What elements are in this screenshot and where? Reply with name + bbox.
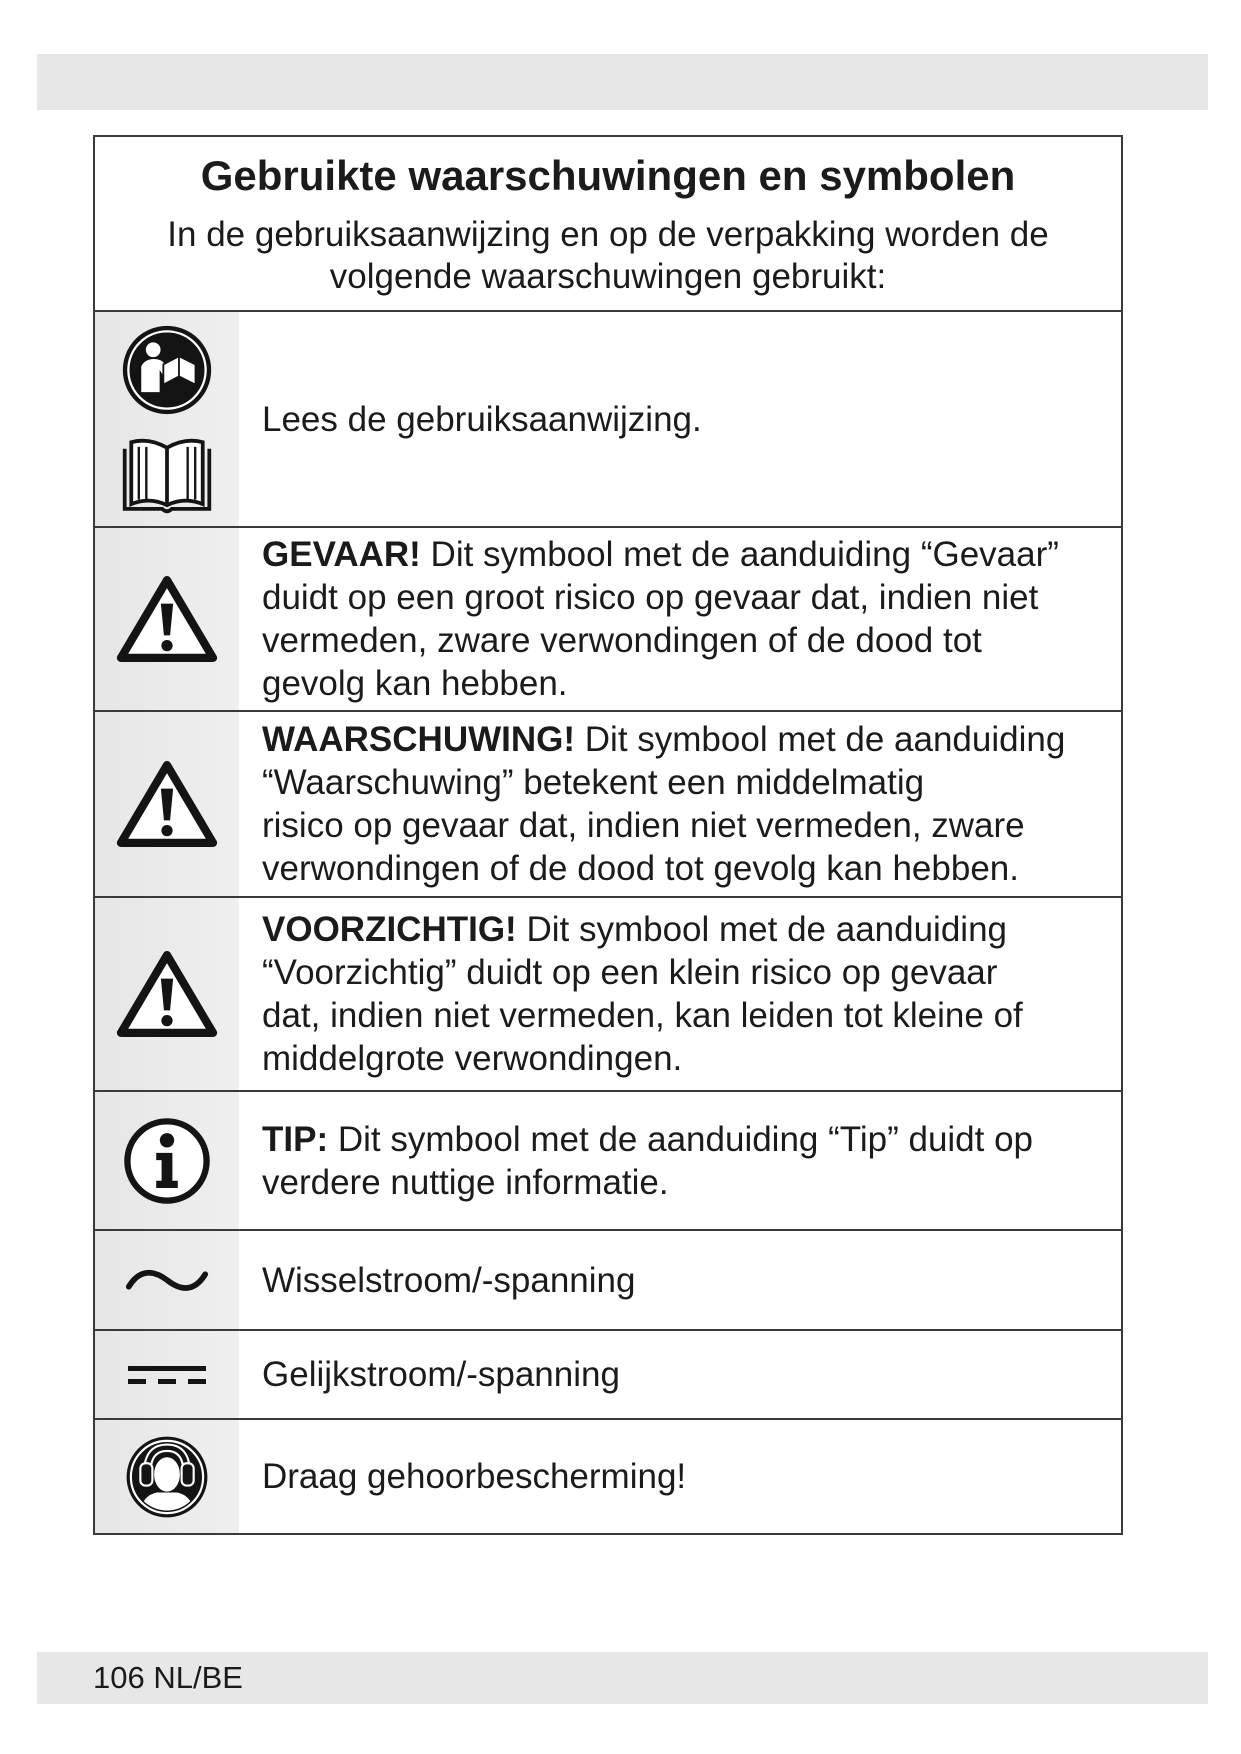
table-row-alternating-current: [95, 1231, 1121, 1331]
icon-cell: [95, 1092, 239, 1229]
warning-line: [262, 718, 1121, 761]
alternating-current-icon: [124, 1265, 210, 1295]
table-row-tip: [95, 1092, 1121, 1231]
text-cell: [239, 1231, 1121, 1329]
text-cell: [239, 1420, 1121, 1533]
tip-text: Dit symbool met de aanduiding “Tip” duidt op: [337, 1119, 1034, 1159]
icon-cell: [95, 528, 239, 710]
caution-line: middelgrote verwondingen.: [262, 1039, 683, 1078]
icon-cell: [95, 1331, 239, 1418]
alternating-current-text: Wisselstroom/-spanning: [262, 1260, 636, 1300]
warning-line: verwondingen of de dood tot gevolg kan hebben.: [262, 849, 1019, 888]
text-cell: [239, 1092, 1121, 1229]
icon-cell: [95, 1231, 239, 1329]
danger-label: GEVAAR!: [262, 535, 421, 574]
danger-text: Dit symbool met de aanduiding “Gevaar”: [430, 535, 1059, 574]
text-cell: [239, 712, 1121, 896]
warning-text: Dit symbool met de aanduiding: [584, 720, 1066, 759]
symbols-table: [93, 135, 1123, 1535]
tip-line: verdere nuttige informatie.: [262, 1162, 669, 1202]
icon-cell: [95, 312, 239, 526]
warning-line: risico op gevaar dat, indien niet vermeden, zware: [262, 806, 1025, 845]
intro-line: In de gebruiksaanwijzing en op de verpakking worden de: [167, 215, 1049, 254]
hearing-protection-icon: [124, 1434, 210, 1520]
warning-triangle-icon: [115, 759, 219, 849]
text-cell: [239, 312, 1121, 526]
warning-triangle-icon: [115, 574, 219, 664]
caution-text: Dit symbool met de aanduiding: [526, 910, 1008, 949]
danger-line: vermeden, zware verwondingen of de dood tot: [262, 621, 982, 660]
warning-label: WAARSCHUWING!: [262, 720, 576, 759]
text-cell: [239, 528, 1121, 710]
warning-triangle-icon: [115, 949, 219, 1039]
table-row-danger: [95, 528, 1121, 712]
icon-cell: [95, 712, 239, 896]
hearing-protection-text: Draag gehoorbescherming!: [262, 1457, 687, 1496]
icon-cell: [95, 898, 239, 1090]
intro-text: [95, 214, 1121, 298]
tip-label: TIP:: [262, 1119, 329, 1159]
table-row-warning: [95, 712, 1121, 898]
table-row-hearing-protection: [95, 1420, 1121, 1533]
caution-line: dat, indien niet vermeden, kan leiden tot kleine of: [262, 996, 1023, 1035]
danger-line: duidt op een groot risico op gevaar dat, indien niet: [262, 578, 1039, 617]
page-number: 106 NL/BE: [93, 1660, 243, 1695]
danger-line: gevolg kan hebben.: [262, 664, 568, 703]
table-row-read-manual: [95, 312, 1121, 528]
page-title: Gebruikte waarschuwingen en symbolen: [200, 152, 1016, 199]
intro-line: volgende waarschuwingen gebruikt:: [329, 257, 887, 296]
warning-line: “Waarschuwing” betekent een middelmatig: [262, 763, 925, 802]
caution-line: “Voorzichtig” duidt op een klein risico op gevaar: [262, 953, 998, 992]
text-cell: [239, 1331, 1121, 1418]
tip-line: [262, 1118, 1121, 1161]
danger-line: [262, 533, 1121, 576]
table-header: [95, 137, 1121, 312]
footer-band: [37, 1652, 1208, 1704]
caution-line: [262, 908, 1121, 951]
table-row-caution: [95, 898, 1121, 1092]
read-manual-text: Lees de gebruiksaanwijzing.: [262, 399, 702, 439]
open-book-icon: [120, 437, 214, 515]
read-manual-icon: [121, 324, 213, 416]
icon-cell: [95, 1420, 239, 1533]
table-row-direct-current: [95, 1331, 1121, 1420]
info-icon: [122, 1116, 212, 1206]
direct-current-text: Gelijkstroom/-spanning: [262, 1355, 620, 1394]
text-cell: [239, 898, 1121, 1090]
direct-current-icon: [127, 1363, 207, 1387]
caution-label: VOORZICHTIG!: [262, 910, 517, 949]
top-header-band: [37, 54, 1208, 110]
